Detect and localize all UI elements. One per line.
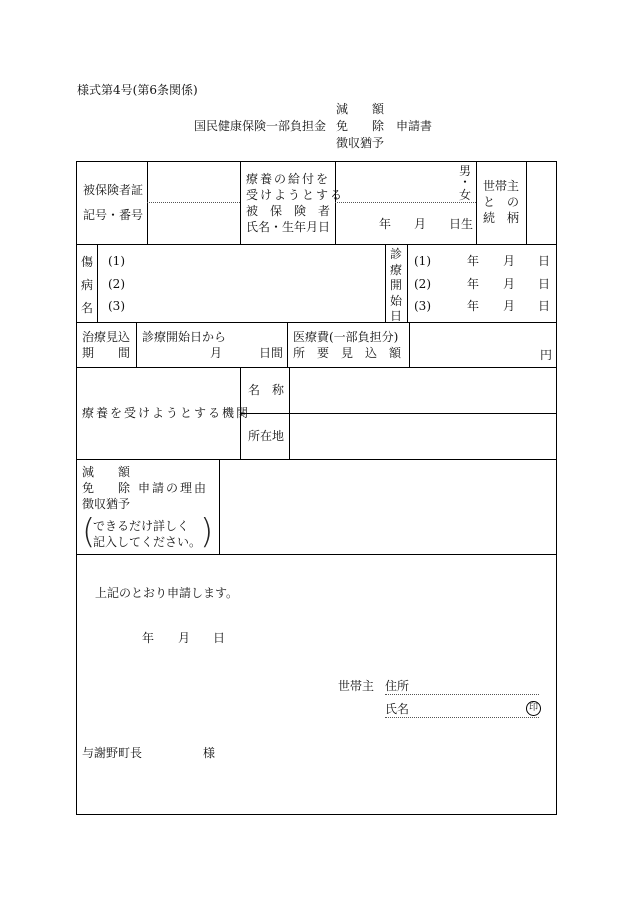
address-input-line[interactable] [385,694,539,695]
start-year-label: 年 [467,277,480,291]
medical-cost-label: 医療費(一部負担分) [293,330,399,344]
form-title-main: 国民健康保険一部負担金 [194,119,327,133]
injury-item-3: (3) [108,299,125,313]
form-title-option-exemption: 免 除 [336,119,385,133]
row-divider [240,413,557,414]
reason-option-exemption: 免 除 [82,481,131,495]
patient-label-line: 受けようとする [246,188,345,202]
reason-option-reduction: 減 額 [82,465,131,479]
column-divider [136,322,137,367]
institution-name-label: 名 称 [248,383,285,397]
form-title-option-reduction: 減 額 [336,102,385,116]
column-divider [476,161,477,244]
start-day-label: 日 [538,277,551,291]
column-divider [219,459,220,554]
name-input-line[interactable] [385,717,539,718]
reason-option-deferral: 徴収猶予 [82,497,131,511]
relation-label-line: 世帯主 [483,179,520,193]
application-year-label: 年 [142,631,155,645]
injury-name-label: 傷病名 [80,255,93,315]
period-from-start-label: 診療開始日から [142,330,227,344]
form-title-option-deferral: 徴収猶予 [336,136,385,150]
column-divider [407,244,408,322]
start-month-label: 月 [503,299,516,313]
application-month-label: 月 [178,631,191,645]
period-days-label: 日間 [259,346,284,360]
treatment-period-label: 治療見込 [82,330,131,344]
start-day-label: 日 [538,299,551,313]
period-months-label: 月 [210,346,223,360]
institution-address-label: 所在地 [248,429,285,443]
start-year-label: 年 [467,299,480,313]
birth-day-label: 日生 [449,217,474,231]
start-date-item-2: (2) [414,277,431,291]
form-title-suffix: 申請書 [396,119,433,133]
injury-item-2: (2) [108,277,125,291]
dotted-divider [335,202,476,203]
row-divider [76,459,557,460]
column-divider [409,322,410,367]
treatment-start-label: 診療開始日 [389,247,402,323]
recipient-honorific: 様 [203,746,216,760]
insured-card-number-label: 記号・番号 [83,208,144,222]
start-day-label: 日 [538,254,551,268]
note-line: 記入してください。 [93,535,202,549]
start-date-item-3: (3) [414,299,431,313]
start-date-item-1: (1) [414,254,431,268]
row-divider [76,244,557,245]
application-statement: 上記のとおり申請します。 [95,586,239,600]
seal-mark-icon: 印 [526,701,541,716]
sex-male-option[interactable]: 男 [459,164,472,178]
row-divider [76,322,557,323]
birth-year-label: 年 [379,217,392,231]
column-divider [289,367,290,459]
householder-address-label: 住所 [385,679,410,693]
treatment-period-label: 期 間 [82,346,131,360]
note-close-bracket: ) [200,512,214,552]
birth-month-label: 月 [414,217,427,231]
note-line: できるだけ詳しく [93,519,190,533]
start-month-label: 月 [503,277,516,291]
row-divider [76,554,557,555]
column-divider [385,244,386,322]
sex-separator: ・ [459,175,472,189]
application-reason-label: 申請の理由 [138,481,209,495]
column-divider [287,322,288,367]
note-open-bracket: ( [82,512,96,552]
patient-label-line: 療養の給付を [246,172,331,186]
yen-unit: 円 [540,348,553,362]
injury-item-1: (1) [108,254,125,268]
application-day-label: 日 [213,631,226,645]
column-divider [240,161,241,244]
relation-label-line: 続 柄 [483,211,520,225]
sex-female-option[interactable]: 女 [459,188,472,202]
insured-card-label: 被保険者証 [83,183,144,197]
householder-label: 世帯主 [338,679,375,693]
form-number: 様式第4号(第6条関係) [77,83,198,97]
column-divider [526,161,527,244]
medical-institution-label: 療養を受けようとする機関 [82,406,251,420]
relation-label-line: と の [483,195,520,209]
row-divider [76,367,557,368]
patient-label-line: 被 保 険 者 [246,204,331,218]
start-year-label: 年 [467,254,480,268]
dotted-divider [147,202,240,203]
patient-label-line: 氏名・生年月日 [246,220,331,234]
householder-name-label: 氏名 [385,702,410,716]
recipient-mayor: 与謝野町長 [82,746,143,760]
start-month-label: 月 [503,254,516,268]
medical-cost-label: 所 要 見 込 額 [293,346,402,360]
column-divider [97,244,98,322]
